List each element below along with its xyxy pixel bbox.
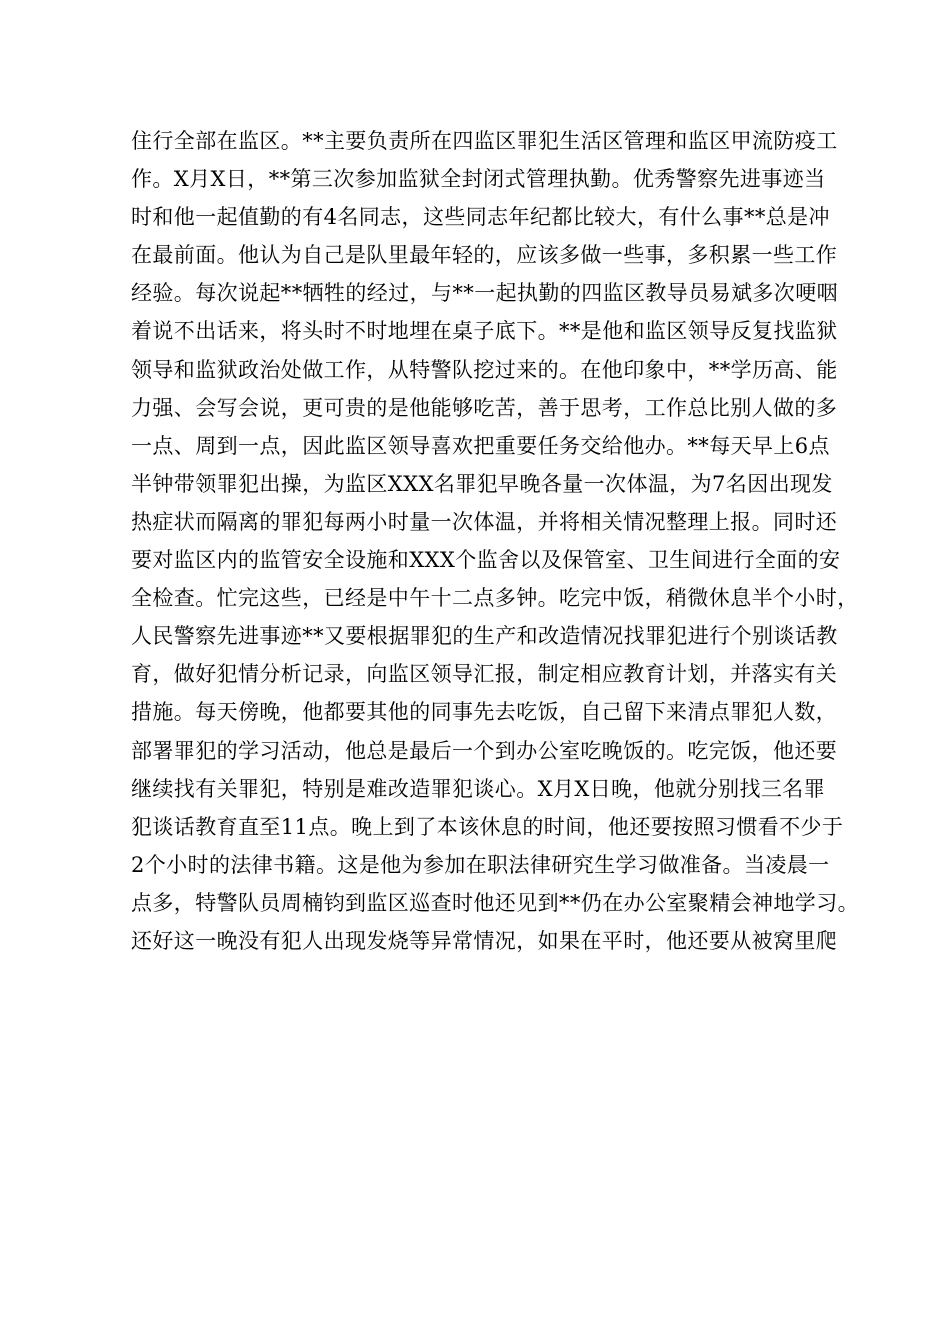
body-text <box>131 122 861 960</box>
text-line: 半钟带领罪犯出操，为监区XXX名罪犯早晚各量一次体温，为7名因出现发 <box>131 471 833 496</box>
text-line: 时和他一起值勤的有4名同志，这些同志年纪都比较大，有什么事**总是冲 <box>131 205 830 230</box>
text-line: 在最前面。他认为自己是队里最年轻的，应该多做一些事，多积累一些工作 <box>131 243 838 268</box>
text-line: 措施。每天傍晚，他都要其他的同事先去吃饭，自己留下来清点罪犯人数， <box>131 700 838 725</box>
text-line: 着说不出话来，将头时不时地埋在桌子底下。**是他和监区领导反复找监狱 <box>131 319 838 344</box>
text-line: 2个小时的法律书籍。这是他为参加在职法律研究生学习做准备。当凌晨一 <box>131 852 830 877</box>
text-line: 还好这一晚没有犯人出现发烧等异常情况，如果在平时，他还要从被窝里爬 <box>131 928 838 953</box>
text-line: 人民警察先进事迹**又要根据罪犯的生产和改造情况找罪犯进行个别谈话教 <box>131 624 838 649</box>
text-line: 热症状而隔离的罪犯每两小时量一次体温，并将相关情况整理上报。同时还 <box>131 509 838 534</box>
text-line: 一点、周到一点，因此监区领导喜欢把重要任务交给他办。**每天早上6点 <box>131 433 830 458</box>
text-line: 继续找有关罪犯，特别是难改造罪犯谈心。X月X日晚，他就分别找三名罪 <box>131 776 826 801</box>
text-line: 部署罪犯的学习活动，他总是最后一个到办公室吃晚饭的。吃完饭，他还要 <box>131 738 838 763</box>
text-line: 要对监区内的监管安全设施和XXX个监舍以及保管室、卫生间进行全面的安 <box>131 548 841 573</box>
text-line: 领导和监狱政治处做工作，从特警队挖过来的。在他印象中，**学历高、能 <box>131 357 838 382</box>
text-line: 力强、会写会说，更可贵的是他能够吃苦，善于思考，工作总比别人做的多 <box>131 395 838 420</box>
text-line: 犯谈话教育直至11点。晚上到了本该休息的时间，他还要按照习惯看不少于 <box>131 814 844 839</box>
text-line: 全检查。忙完这些，已经是中午十二点多钟。吃完中饭，稍微休息半个小时， <box>131 586 859 611</box>
text-line: 作。X月X日，**第三次参加监狱全封闭式管理执勤。优秀警察先进事迹当 <box>131 167 826 192</box>
text-line: 点多，特警队员周楠钧到监区巡查时他还见到**仍在办公室聚精会神地学习。 <box>131 890 859 915</box>
text-line: 育，做好犯情分析记录，向监区领导汇报，制定相应教育计划，并落实有关 <box>131 662 838 687</box>
text-line: 住行全部在监区。**主要负责所在四监区罪犯生活区管理和监区甲流防疫工 <box>131 129 838 153</box>
text-line: 经验。每次说起**牺牲的经过，与**一起执勤的四监区教导员易斌多次哽咽 <box>131 281 838 306</box>
